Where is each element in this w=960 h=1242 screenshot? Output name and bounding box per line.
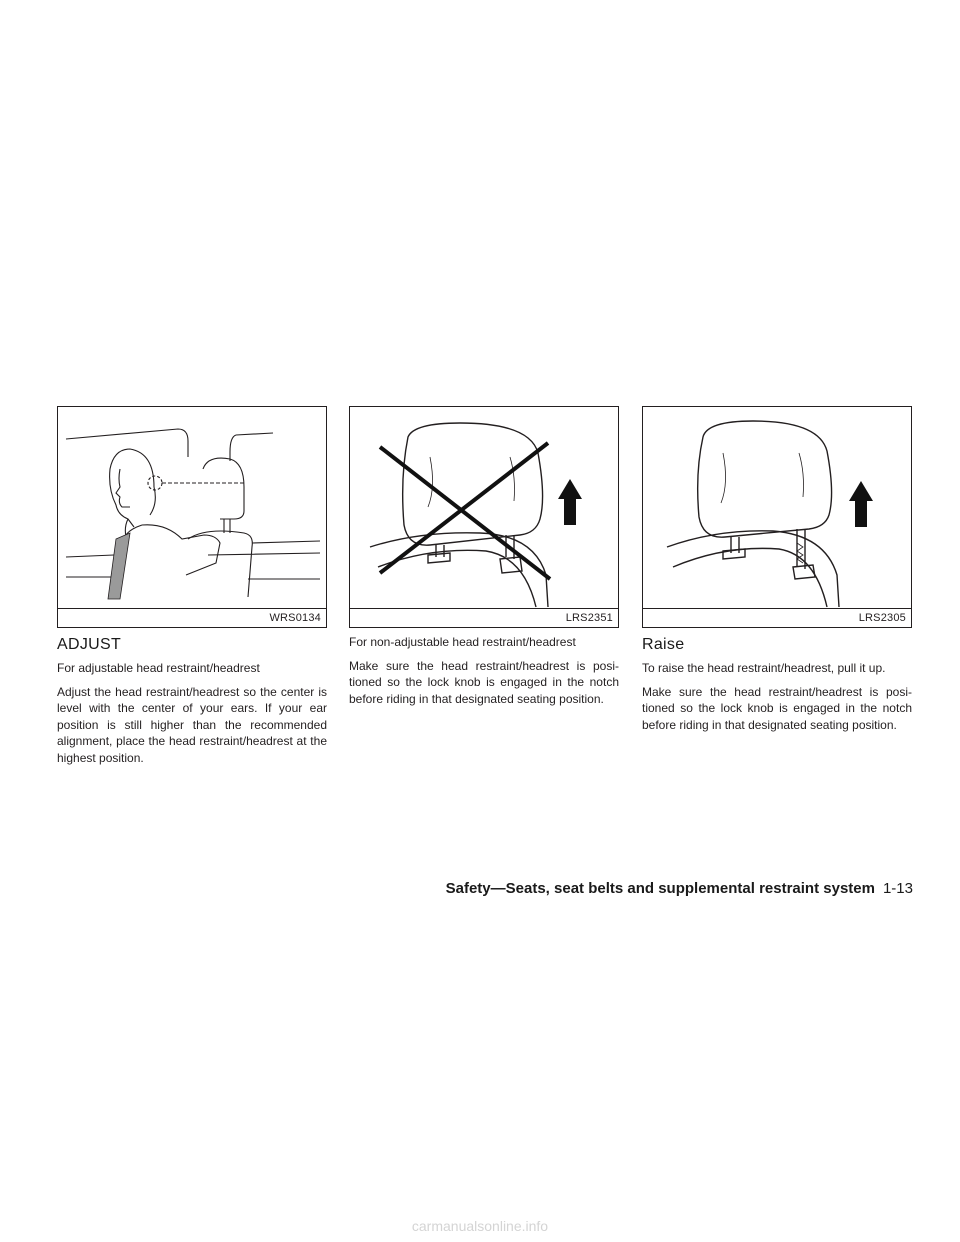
column-adjust xyxy=(57,632,327,774)
figure-label: LRS2351 xyxy=(350,608,618,627)
footer-section-title: Safety—Seats, seat belts and supplemental restraint system xyxy=(445,880,875,897)
figure-adjust-illustration xyxy=(57,406,327,628)
section-heading-adjust: ADJUST xyxy=(57,636,122,653)
watermark: carmanualsonline.info xyxy=(411,1218,549,1234)
headrest-crossed-illustration xyxy=(350,407,618,609)
headrest-raised-illustration xyxy=(643,407,911,609)
page-number: 1-13 xyxy=(882,880,913,897)
paragraph-body: Make sure the head restraint/headrest is posi-tioned so the lock knob is engaged in the notch before riding in that designated seating position. xyxy=(642,684,912,732)
paragraph-body: Adjust the head restraint/headrest so the center is level with the center of your ears. If your ear position is still higher than the recommended alignment, place the head restraint/headrest at the highest position. xyxy=(57,684,327,765)
paragraph-body: To raise the head restraint/headrest, pull it up. xyxy=(642,661,886,675)
column-raise xyxy=(642,632,912,740)
paragraph-body: Make sure the head restraint/headrest is posi-tioned so the lock knob is engaged in the notch before riding in that designated seating position. xyxy=(349,658,619,706)
figure-non-adjustable-illustration xyxy=(349,406,619,628)
figure-label: LRS2305 xyxy=(643,608,911,627)
column-non-adjustable xyxy=(349,634,619,714)
seated-person-illustration xyxy=(58,407,326,609)
paragraph-subheading: For non-adjustable head restraint/headrest xyxy=(349,635,576,649)
page-footer xyxy=(0,880,913,897)
section-heading-raise: Raise xyxy=(642,636,685,653)
figure-raise-illustration xyxy=(642,406,912,628)
figure-label: WRS0134 xyxy=(58,608,326,627)
paragraph-subheading: For adjustable head restraint/headrest xyxy=(57,661,260,675)
